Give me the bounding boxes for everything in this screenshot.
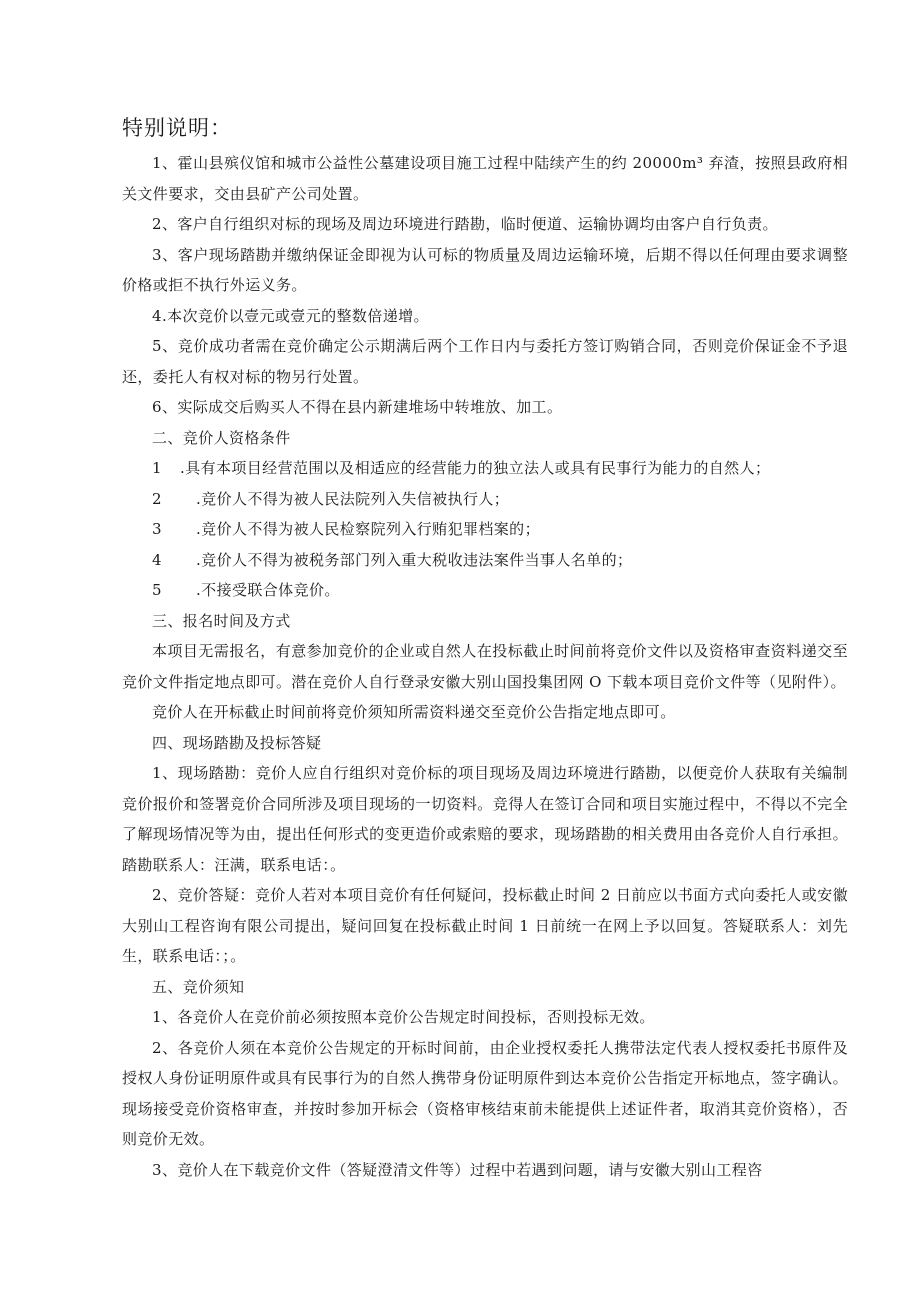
list-number: 2: [152, 489, 162, 508]
section-heading-qualification: 二、竞价人资格条件: [152, 428, 291, 447]
qa-paragraph: 2、竞价答疑：竞价人若对本项目竞价有任何疑问，投标截止时间 2 日前应以书面方式向委托人或安徽大别山工程咨询有限公司提出，疑问回复在投标截止时间 1 日前统一在网上予以回复。答疑联系人：刘先生，联系电话：；。: [122, 886, 848, 965]
section-heading-notice: 五、竞价须知: [152, 977, 245, 996]
list-text: .竞价人不得为被税务部门列入重大税收违法案件当事人名单的；: [196, 550, 633, 569]
list-text: .不接受联合体竞价。: [196, 581, 340, 599]
list-number: 5: [152, 581, 162, 599]
list-number: 3: [152, 520, 162, 538]
special-note-1: 1、霍山县殡仪馆和城市公益性公墓建设项目施工过程中陆续产生的约 20000m³ 弃渣，按照县政府相关文件要求，交由县矿产公司处置。: [122, 154, 848, 203]
list-number: 4: [152, 550, 162, 569]
list-item: [122, 484, 848, 515]
notice-paragraph-3: 3、竞价人在下载竞价文件（答疑澄清文件等）过程中若遇到问题，请与安徽大别山工程咨: [152, 1160, 763, 1179]
list-text: .竞价人不得为被人民检察院列入行贿犯罪档案的；: [196, 520, 540, 538]
special-note-2: 2、客户自行组织对标的现场及周边环境进行踏勘，临时便道、运输协调均由客户自行负责。: [152, 215, 778, 233]
registration-paragraph-1: 本项目无需报名，有意参加竞价的企业或自然人在投标截止时间前将竞价文件以及资格审查资料递交至竞价文件指定地点即可。潜在竞价人自行登录安徽大别山国投集团网 O 下载本项目竞价文件等（见附件）。: [122, 642, 848, 691]
section-heading-registration: 三、报名时间及方式: [152, 611, 291, 630]
special-note-4: 4.本次竞价以壹元或壹元的整数倍递增。: [152, 306, 429, 325]
registration-paragraph-2: 竞价人在开标截止时间前将竞价须知所需资料递交至竞价公告指定地点即可。: [152, 703, 676, 721]
list-item: [122, 453, 848, 484]
list-item: [122, 514, 848, 545]
list-item: [122, 575, 848, 606]
list-text: .具有本项目经营范围以及相适应的经营能力的独立法人或具有民事行为能力的自然人；: [180, 459, 771, 477]
list-text: .竞价人不得为被人民法院列入失信被执行人；: [196, 489, 510, 508]
list-number: 1: [152, 459, 162, 477]
document-page: [122, 112, 848, 1185]
page-title: 特别说明：: [122, 116, 232, 140]
notice-paragraph-1: 1、各竞价人在竞价前必须按照本竞价公告规定时间投标，否则投标无效。: [152, 1008, 655, 1026]
list-item: [122, 545, 848, 576]
special-note-3: 3、客户现场踏勘并缴纳保证金即视为认可标的物质量及周边运输环境，后期不得以任何理由要求调整价格或拒不执行外运义务。: [122, 245, 848, 294]
section-heading-site-visit: 四、现场踏勘及投标答疑: [152, 733, 322, 752]
notice-paragraph-2: 2、各竞价人须在本竞价公告规定的开标时间前，由企业授权委托人携带法定代表人授权委托书原件及授权人身份证明原件或具有民事行为的自然人携带身份证明原件到达本竞价公告指定开标地点，签字确认。现场接受竞价资格审查，并按时参加开标会（资格审核结束前未能提供上述证件者，取消其竞价资格），否则竞价无效。: [122, 1038, 848, 1148]
special-note-5: 5、竞价成功者需在竞价确定公示期满后两个工作日内与委托方签订购销合同，否则竞价保证金不予退还，委托人有权对标的物另行处置。: [122, 337, 848, 386]
special-note-6: 6、实际成交后购买人不得在县内新建堆场中转堆放、加工。: [152, 398, 563, 416]
site-visit-paragraph: 1、现场踏勘：竞价人应自行组织对竞价标的项目现场及周边环境进行踏勘，以便竞价人获取有关编制竞价报价和签署竞价合同所涉及项目现场的一切资料。竞得人在签订合同和项目实施过程中，不得以不完全了解现场情况等为由，提出任何形式的变更造价或索赔的要求，现场踏勘的相关费用由各竞价人自行承担。踏勘联系人：汪满，联系电话：。: [122, 764, 848, 874]
